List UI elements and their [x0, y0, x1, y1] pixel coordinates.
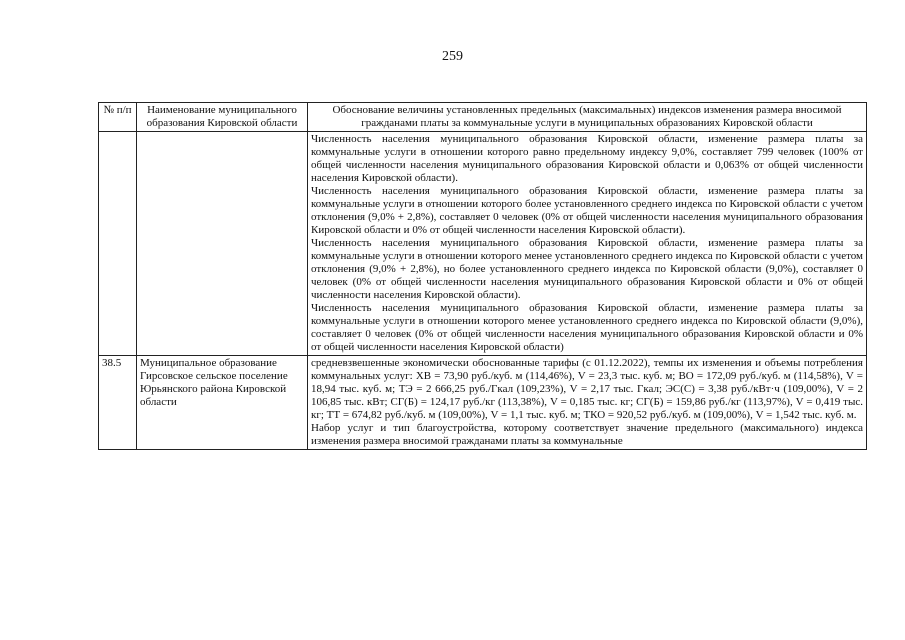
row-num [99, 132, 137, 356]
basis-paragraph: Численность населения муниципального образования Кировской области, изменение размера платы за коммунальные услуги в отношении которого менее установленного среднего индекса по Кировской области с учетом отклонения (9,0% + 2,8%), но более установленного среднего индекса по Кировской области (9,0%), составляет 0 человек (0% от общей численности населения муниципального образования Кировской области и 0% от общей численности населения Кировской области). [311, 237, 863, 301]
header-num: № п/п [99, 103, 137, 132]
tariff-table [98, 102, 867, 450]
basis-paragraph: Численность населения муниципального образования Кировской области, изменение размера платы за коммунальные услуги в отношении которого менее установленного среднего индекса по Кировской области (9,0%), составляет 0 человек (0% от общей численности населения муниципального образования Кировской области и 0% от общей численности населения Кировской области) [311, 302, 863, 353]
basis-paragraph: Численность населения муниципального образования Кировской области, изменение размера платы за коммунальные услуги в отношении которого равно предельному индексу 9,0%, составляет 799 человек (100% от общей численности населения муниципального образования Кировской области и 0,063% от общей численности населения Кировской области). [311, 133, 863, 184]
row-municipality: Муниципальное образование Гирсовское сельское поселение Юрьянского района Кировской области [137, 356, 308, 450]
header-basis: Обоснование величины установленных предельных (максимальных) индексов изменения размера вносимой гражданами платы за коммунальные услуги в муниципальных образованиях Кировской области [308, 103, 867, 132]
row-num: 38.5 [99, 356, 137, 450]
table-header [99, 103, 867, 132]
basis-paragraph: средневзвешенные экономически обоснованные тарифы (с 01.12.2022), темпы их изменения и объемы потребления коммунальных услуг: ХВ = 73,90 руб./куб. м (114,46%), V = 23,3 тыс. куб. м; ВО = 172,09 руб./куб. м (114,58%), V = 18,94 тыс. куб. м; ТЭ = 2 666,25 руб./Гкал (109,23%), V = 2,17 тыс. Гкал; ЭС(С) = 3,38 руб./кВт·ч (109,00%), V = 2 106,85 тыс. кВт; СГ(Б) = 124,17 руб./кг (113,38%), V = 0,185 тыс. кг; СГ(Б) = 159,86 руб./кг (113,97%), V = 0,419 тыс. кг; ТТ = 674,82 руб./куб. м (109,00%), V = 1,1 тыс. куб. м; ТКО = 920,52 руб./куб. м (109,00%), V = 1,542 тыс. куб. м. [311, 357, 863, 421]
header-municipality: Наименование муниципального образования Кировской области [137, 103, 308, 132]
row-basis [308, 132, 867, 356]
basis-paragraph: Набор услуг и тип благоустройства, которому соответствует значение предельного (максимального) индекса изменения размера вносимой гражданами платы за коммунальные [311, 422, 863, 447]
row-basis [308, 356, 867, 450]
table-row-continued [99, 132, 867, 356]
page-number: 259 [442, 49, 463, 64]
row-municipality [137, 132, 308, 356]
basis-paragraph: Численность населения муниципального образования Кировской области, изменение размера платы за коммунальные услуги в отношении которого более установленного среднего индекса по Кировской области с учетом отклонения (9,0% + 2,8%), составляет 0 человек (0% от общей численности населения муниципального образования Кировской области и 0% от общей численности населения Кировской области). [311, 185, 863, 236]
table-row-38-5 [99, 356, 867, 450]
